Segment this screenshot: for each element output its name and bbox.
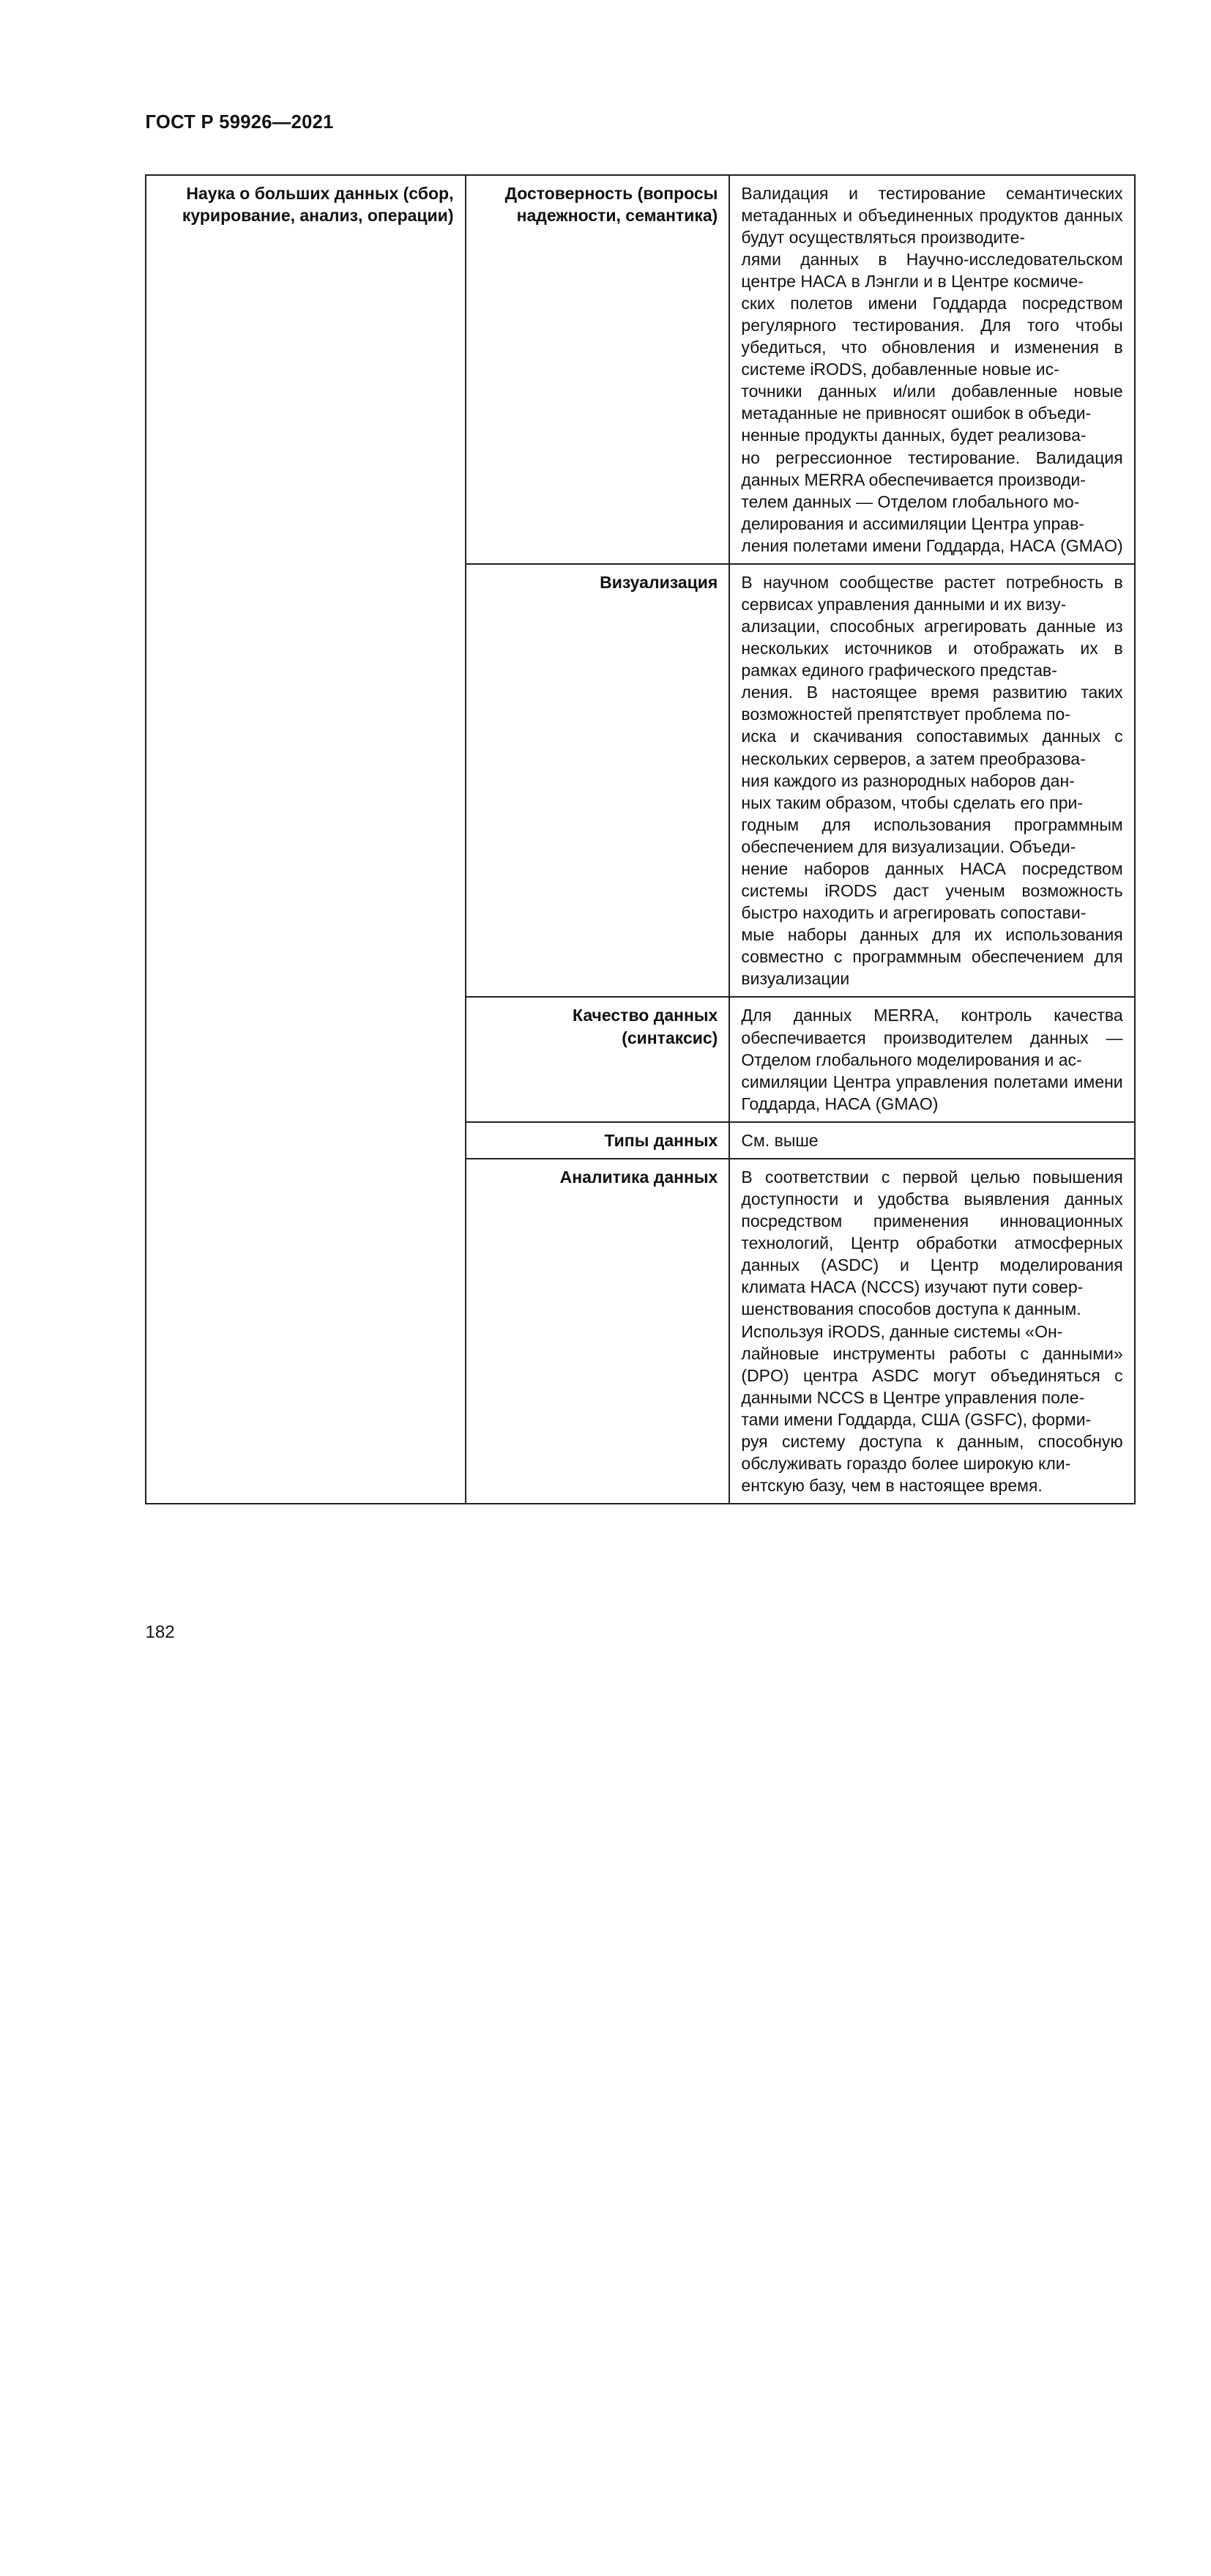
characteristic-cell-data-quality: Качество данных (синтаксис) (466, 997, 730, 1121)
characteristic-cell-analytics: Аналитика данных (466, 1159, 730, 1504)
description-cell-data-quality: Для данных MERRA, контроль качества обеспечивается производителем данных — Отделом глобального моделирования и ас- симиляции Центра управления полетами имени Годдарда, НАСА (GMAO) (729, 997, 1134, 1121)
description-cell-visualization: В научном сообществе растет потребность в сервисах управления данными и их визу- ализации, способных агрегировать данные из нескольких источников и отображать их в рамках единого графического представ- ления. В настоящее время развитию таких возможностей препятствует проблема по- иска и скачивания сопоставимых данных с нескольких серверов, а затем преобразова- ния каждого из разнородных наборов дан- ных таким образом, чтобы сделать его при- годным для использования программным обеспечением для визуализации. Объеди- нение наборов данных НАСА посредством системы iRODS даст ученым возможность быстро находить и агрегировать сопостави- мые наборы данных для их использования совместно с программным обеспечением для визуализации (729, 564, 1134, 998)
area-label: Наука о больших данных (сбор, курирование, анализ, операции) (182, 183, 454, 225)
page-number: 182 (145, 1622, 175, 1642)
description-cell-analytics: В соответствии с первой целью повышения доступности и удобства выявления данных посредством применения инновационных технологий, Центр обработки атмосферных данных (ASDC) и Центр моделирования климата НАСА (NCCS) изучают пути совер- шенствования способов доступа к данным. Используя iRODS, данные системы «Он- лайновые инструменты работы с данными» (DPO) центра ASDC могут объединяться с данными NCCS в Центре управления поле- тами имени Годдарда, США (GSFC), форми- руя систему доступа к данным, способную обслуживать гораздо более широкую кли- ентскую базу, чем в настоящее время. (729, 1159, 1134, 1504)
description-cell-veracity: Валидация и тестирование семантических метаданных и объединенных продуктов данных будут осуществляться производите- лями данных в Научно-исследовательском центре НАСА в Лэнгли и в Центре космиче- ских полетов имени Годдарда посредством регулярного тестирования. Для того чтобы убедиться, что обновления и изменения в системе iRODS, добавленные новые ис- точники данных и/или добавленные новые метаданные не привносят ошибок в объеди- ненные продукты данных, будет реализова- но регрессионное тестирование. Валидация данных MERRA обеспечивается производи- телем данных — Отделом глобального мо- делирования и ассимиляции Центра управ- ления полетами имени Годдарда, НАСА (GMAO) (729, 175, 1134, 564)
description-cell-data-types: См. выше (729, 1122, 1134, 1159)
characteristic-cell-data-types: Типы данных (466, 1122, 730, 1159)
characteristic-cell-veracity: Достоверность (вопросы надежности, семантика) (466, 175, 730, 564)
area-cell (146, 175, 465, 1504)
characteristic-cell-visualization: Визуализация (466, 564, 730, 998)
table-row (146, 175, 1134, 564)
use-case-table (145, 174, 1135, 1505)
document-header: ГОСТ Р 59926—2021 (145, 112, 334, 133)
